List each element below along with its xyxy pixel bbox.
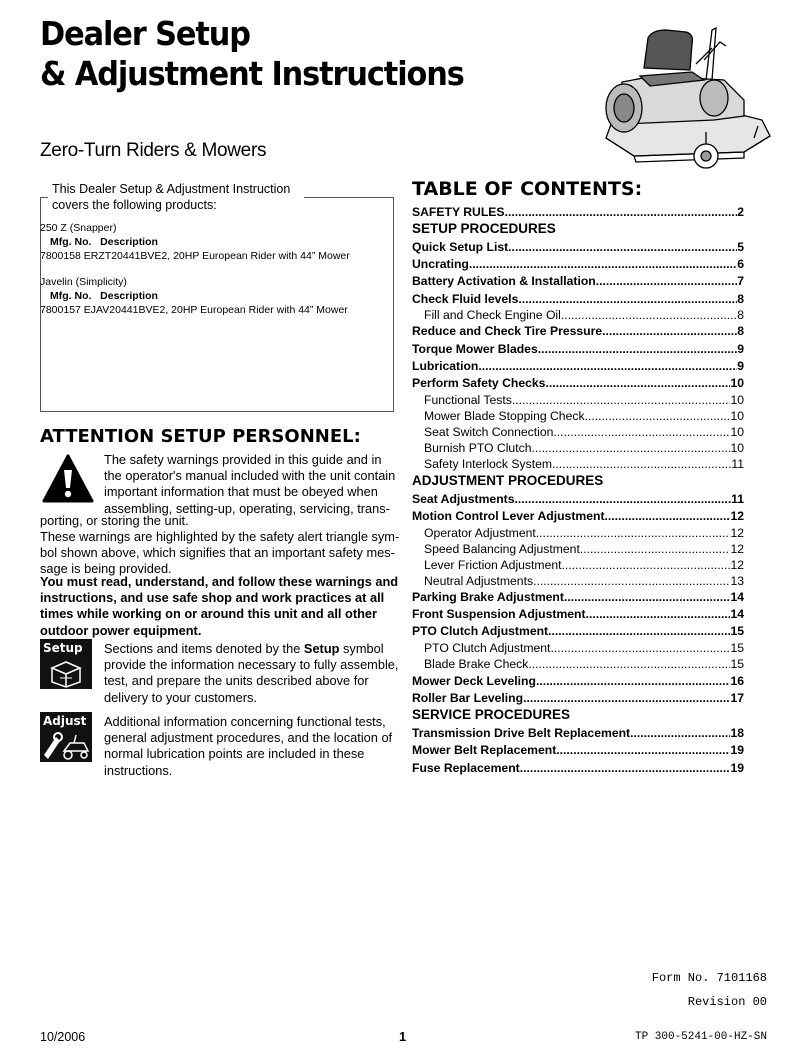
toc-entry-label: Functional Tests [424, 393, 512, 407]
toc-leader-dots [580, 541, 731, 557]
toc-entry[interactable] [424, 424, 744, 440]
toc-leader-dots [586, 606, 731, 622]
toc-entry-label: PTO Clutch Adjustment [424, 641, 551, 655]
text-line [104, 641, 398, 657]
toc-leader-dots [520, 760, 731, 776]
toc-entry-page: 19 [730, 743, 744, 757]
toc-entry-label: Seat Adjustments [412, 492, 515, 506]
col-description: Description [100, 236, 158, 248]
toc-entry-label: Lubrication [412, 359, 479, 373]
toc-leader-dots [602, 323, 737, 339]
toc-entry-page: 10 [730, 425, 744, 439]
toc-leader-dots [561, 307, 737, 323]
toc-entry-label: Lever Friction Adjustment [424, 558, 562, 572]
toc-leader-dots [515, 491, 732, 507]
toc-entry-page: 8 [737, 308, 744, 322]
toc-entry[interactable] [424, 307, 744, 323]
toc-entry-page: 11 [731, 492, 744, 506]
toc-leader-dots [552, 456, 731, 472]
text-line: You must read, understand, and follow these warnings and [40, 574, 399, 589]
toc-entry-page: 5 [737, 240, 744, 254]
text-line: normal lubrication points are included in these [104, 746, 365, 762]
product-box-border [296, 197, 393, 198]
toc-entry[interactable] [424, 440, 744, 456]
toc-leader-dots [512, 392, 731, 408]
title-line-2: & Adjustment Instructions [40, 54, 464, 93]
text-line: general adjustment procedures, and the location of [104, 730, 393, 746]
toc-entry-page: 14 [730, 590, 744, 604]
box-icon [40, 656, 92, 688]
toc-entry[interactable] [412, 491, 744, 507]
toc-entry[interactable] [424, 408, 744, 424]
toc-entry-label: Safety Interlock System [424, 457, 553, 471]
toc-entry-page: 10 [730, 376, 744, 390]
text-line: assembling, setting-up, operating, servicing, trans- [104, 500, 390, 516]
toc-entry[interactable] [424, 456, 744, 472]
text-fragment: Setup [303, 641, 340, 656]
toc-entry-label: Fuse Replacement [412, 761, 520, 775]
toc-entry-page: 11 [731, 457, 744, 471]
toc-entry[interactable] [412, 673, 744, 689]
toc-leader-dots [531, 440, 730, 456]
safety-alert-triangle-icon [42, 454, 94, 504]
toc-entry[interactable] [412, 725, 744, 741]
toc-entry-page: 17 [730, 691, 744, 705]
product-header-row [50, 290, 158, 303]
toc-entry-page: 15 [730, 657, 744, 671]
toc-entry-page: 19 [730, 761, 744, 775]
text-line: instructions, and use safe shop and work practices at all [40, 590, 385, 606]
toc-leader-dots [518, 291, 737, 307]
toc-entry[interactable] [412, 341, 744, 357]
toc-entry-page: 10 [730, 441, 744, 455]
toc-leader-dots [545, 375, 730, 391]
toc-leader-dots [564, 589, 731, 605]
toc-entry-label: Mower Blade Stopping Check [424, 409, 585, 423]
toc-leader-dots [508, 239, 737, 255]
page-title [40, 14, 464, 94]
toc-entry-label: PTO Clutch Adjustment [412, 624, 549, 638]
toc-entry[interactable] [412, 508, 744, 524]
toc-entry[interactable] [424, 640, 744, 656]
toc-entry-label: Transmission Drive Belt Replacement [412, 726, 631, 740]
toc-entry-page: 12 [730, 526, 744, 540]
toc-entry[interactable] [412, 273, 744, 289]
product-group-name: Javelin (Simplicity) [40, 276, 127, 288]
toc-entry-page: 18 [730, 726, 744, 740]
toc-entry-label: Burnish PTO Clutch [424, 441, 532, 455]
text-line: instructions. [104, 762, 173, 778]
toc-entry[interactable] [412, 690, 744, 706]
triangle-paragraph [40, 529, 399, 578]
footer-date: 10/2006 [40, 1030, 86, 1044]
toc-entry[interactable] [412, 623, 744, 639]
title-line-1: Dealer Setup [40, 14, 250, 53]
product-row: 7800157 EJAV20441BVE2, 20HP European Rider with 44” Mower [40, 304, 348, 316]
toc-entry[interactable] [424, 392, 744, 408]
toc-entry[interactable] [412, 606, 744, 622]
bold-warning-paragraph [40, 574, 398, 639]
toc-leader-dots [596, 273, 737, 289]
toc-entry[interactable] [412, 323, 744, 339]
toc-leader-dots [533, 573, 730, 589]
toc-section-heading: ADJUSTMENT PROCEDURES [412, 473, 604, 488]
page-number: 1 [399, 1029, 407, 1044]
toc-leader-dots [478, 358, 737, 374]
toc-entry-page: 14 [730, 607, 744, 621]
revision: Revision 00 [687, 995, 767, 1009]
toc-leader-dots [523, 690, 730, 706]
toc-entry-page: 8 [737, 292, 744, 306]
text-line: important information that must be obeyed when [104, 484, 378, 500]
text-line: delivery to your customers. [104, 689, 257, 705]
toc-entry-label: Battery Activation & Installation [412, 274, 596, 288]
toc-entry[interactable] [412, 239, 744, 255]
setup-icon-label: Setup [43, 641, 83, 655]
text-fragment: symbol [339, 641, 384, 656]
text-line: provide the information necessary to fully assemble, [104, 657, 399, 673]
toc-entry-label: Perform Safety Checks [412, 376, 546, 390]
toc-entry-label: Mower Belt Replacement [412, 743, 557, 757]
toc-leader-dots [536, 673, 730, 689]
text-line: sage is being provided. [40, 561, 172, 577]
page-subtitle: Zero-Turn Riders & Mowers [40, 140, 267, 161]
mower-wrench-icon [40, 729, 92, 761]
adjust-icon [40, 712, 92, 762]
toc-entry-page: 2 [737, 205, 744, 219]
tp-code: TP 300-5241-00-HZ-SN [634, 1031, 767, 1043]
toc-entry[interactable] [412, 375, 744, 391]
adjust-paragraph [104, 714, 392, 779]
text-fragment: Sections and items denoted by the [104, 641, 304, 656]
text-line: The safety warnings provided in this guide and in [104, 452, 382, 467]
toc-entry-label: SAFETY RULES [412, 205, 505, 219]
toc-leader-dots [536, 525, 731, 541]
toc-leader-dots [556, 742, 730, 758]
form-number: Form No. 7101168 [651, 971, 767, 985]
toc-heading: TABLE OF CONTENTS: [412, 178, 643, 200]
text-line: test, and prepare the units described above for [104, 673, 369, 689]
toc-entry-page: 13 [730, 574, 744, 588]
toc-entry-label: Fill and Check Engine Oil [424, 308, 561, 322]
toc-entry[interactable] [424, 557, 744, 573]
col-mfg-no: Mfg. No. [50, 290, 92, 302]
toc-entry-page: 10 [730, 409, 744, 423]
toc-entry-label: Speed Balancing Adjustment [424, 542, 580, 556]
toc-entry-page: 12 [730, 509, 744, 523]
product-intro: This Dealer Setup & Adjustment Instruction covers the following products: [50, 181, 304, 213]
toc-entry-label: Operator Adjustment [424, 526, 536, 540]
toc-entry-page: 10 [730, 393, 744, 407]
toc-entry-label: Parking Brake Adjustment [412, 590, 564, 604]
toc-entry[interactable] [412, 358, 744, 374]
toc-entry-page: 7 [737, 274, 744, 288]
toc-entry-page: 8 [737, 324, 744, 338]
toc-entry[interactable] [424, 525, 744, 541]
toc-leader-dots [605, 508, 731, 524]
text-line: times while working on or around this unit and all other [40, 606, 378, 622]
toc-entry[interactable] [424, 541, 744, 557]
text-line: porting, or storing the unit. [40, 513, 189, 528]
toc-leader-dots [505, 204, 738, 220]
toc-entry-label: Reduce and Check Tire Pressure [412, 324, 603, 338]
warning-paragraph [104, 452, 395, 517]
toc-entry-page: 15 [730, 641, 744, 655]
product-group-name: 250 Z (Snapper) [40, 222, 117, 234]
toc-section-heading: SETUP PROCEDURES [412, 221, 556, 236]
toc-entry[interactable] [424, 573, 744, 589]
text-line: the operator's manual included with the unit contain [104, 468, 396, 484]
text-line: Additional information concerning functional tests, [104, 714, 386, 729]
toc-entry[interactable] [412, 589, 744, 605]
toc-entry[interactable] [424, 656, 744, 672]
toc-entry-label: Roller Bar Leveling [412, 691, 524, 705]
toc-leader-dots [469, 256, 737, 272]
product-box-border [40, 197, 48, 198]
text-line: These warnings are highlighted by the safety alert triangle sym- [40, 529, 400, 544]
toc-entry-label: Neutral Adjustments [424, 574, 534, 588]
attention-heading: ATTENTION SETUP PERSONNEL: [40, 426, 361, 447]
toc-entry-label: Check Fluid levels [412, 292, 519, 306]
toc-leader-dots [562, 557, 731, 573]
toc-entry[interactable] [412, 291, 744, 307]
toc-section-heading: SERVICE PROCEDURES [412, 707, 571, 722]
toc-entry-label: Uncrating [412, 257, 469, 271]
toc-entry-page: 12 [730, 558, 744, 572]
setup-icon [40, 639, 92, 689]
zero-turn-mower-illustration [594, 20, 782, 172]
toc-entry-page: 9 [737, 342, 744, 356]
setup-paragraph [104, 641, 398, 706]
product-row: 7800158 ERZT20441BVE2, 20HP European Rider with 44” Mower [40, 250, 350, 262]
toc-entry-label: Blade Brake Check [424, 657, 529, 671]
toc-entry-label: Torque Mower Blades [412, 342, 538, 356]
toc-leader-dots [630, 725, 730, 741]
toc-leader-dots [548, 623, 730, 639]
col-mfg-no: Mfg. No. [50, 236, 92, 248]
adjust-icon-label: Adjust [43, 714, 87, 728]
col-description: Description [100, 290, 158, 302]
toc-entry-page: 12 [730, 542, 744, 556]
toc-leader-dots [538, 341, 737, 357]
text-line: outdoor power equipment. [40, 622, 202, 638]
product-header-row [50, 236, 158, 249]
toc-entry-page: 9 [737, 359, 744, 373]
toc-entry[interactable] [412, 204, 744, 220]
toc-entry-label: Quick Setup List [412, 240, 509, 254]
toc-entry-page: 6 [737, 257, 744, 271]
text-line: bol shown above, which signifies that an important safety mes- [40, 545, 395, 561]
toc-entry-label: Mower Deck Leveling [412, 674, 536, 688]
toc-entry[interactable] [412, 256, 744, 272]
toc-leader-dots [585, 408, 731, 424]
toc-entry[interactable] [412, 742, 744, 758]
toc-entry-page: 16 [730, 674, 744, 688]
toc-entry-page: 15 [730, 624, 744, 638]
toc-leader-dots [553, 424, 730, 440]
toc-leader-dots [550, 640, 730, 656]
toc-entry-label: Motion Control Lever Adjustment [412, 509, 605, 523]
toc-entry[interactable] [412, 760, 744, 776]
toc-leader-dots [528, 656, 730, 672]
toc-entry-label: Front Suspension Adjustment [412, 607, 586, 621]
toc-entry-label: Seat Switch Connection [424, 425, 554, 439]
